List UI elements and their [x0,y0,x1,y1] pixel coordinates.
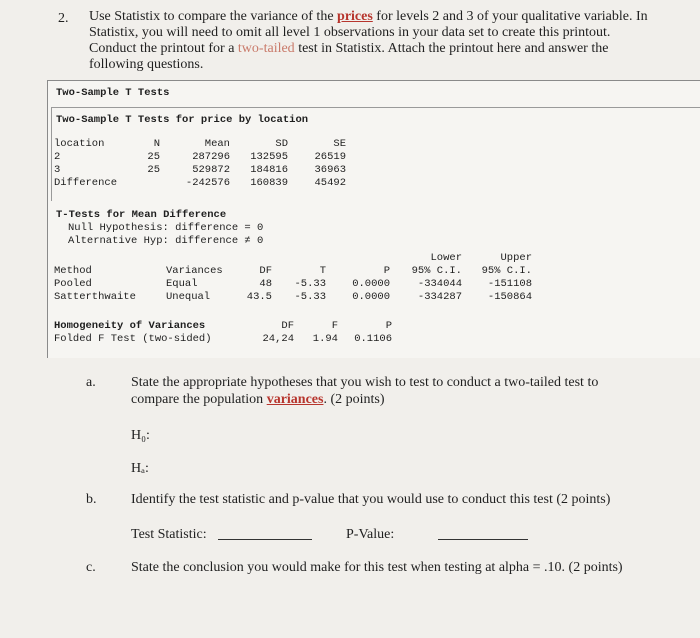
header-upper: Upper [500,252,532,264]
table-cell: 184816 [250,164,288,176]
table-cell: 0.0000 [352,291,390,303]
table-cell [142,177,164,190]
table-cell: -334287 [417,291,462,303]
part-a-variances-word: variances [266,392,324,407]
table-cell: 160839 [250,177,288,189]
part-b-label: b. [86,492,97,507]
alternative-hypothesis: Alternative Hyp: difference ≠ 0 [68,235,264,247]
header-lower-ci: 95% C.I. [411,265,462,277]
header-variances: Variances [166,265,223,277]
table-cell: -150864 [487,291,532,303]
part-a-text: . (2 points) [323,392,385,407]
table-cell: 45492 [314,177,346,189]
table-cell: Pooled [54,278,92,290]
table-cell: 25 [147,164,160,176]
table-row [54,177,350,190]
p-value-label: P-Value: [346,527,395,542]
ha-label: Hₐ: [131,461,149,476]
part-a-label: a. [86,375,96,390]
table-cell: -5.33 [294,291,326,303]
answer-line [218,527,312,540]
header-n: N [153,138,160,150]
intro-text: test in Statistix. Attach the printout here and answer the following questions. [89,41,609,72]
homogeneity-table [54,320,396,346]
table-cell: 43.5 [246,291,272,303]
header-lower: Lower [430,252,462,264]
ttest-table [54,252,536,304]
test-statistic-blank [218,527,312,545]
header-t: T [319,265,326,277]
table-row [54,278,536,291]
answer-line [438,527,528,540]
table-cell: 24,24 [262,333,294,345]
question-intro [89,9,659,73]
header-sd: SD [275,138,288,150]
table-cell: 25 [147,151,160,163]
question-number: 2. [58,11,69,26]
table-cell: 529872 [192,164,230,176]
part-a-text: compare the population [131,392,267,407]
header-se: SE [333,138,346,150]
summary-header-row [54,138,350,151]
table-cell [276,252,330,265]
homogeneity-header-row [54,320,396,333]
table-cell: 3 [54,164,61,176]
table-cell: 287296 [192,151,230,163]
table-cell: 0.0000 [352,278,390,290]
part-c-text: State the conclusion you would make for this test when testing at alpha = .10. (2 points) [131,560,623,575]
ttest-title: T-Tests for Mean Difference [56,209,227,221]
table-cell: 1.94 [312,333,338,345]
table-cell: 2 [54,151,61,163]
table-cell: -334044 [417,278,462,290]
h0-label: H₀: [131,428,150,443]
header-df: DF [259,265,272,277]
part-b-text: Identify the test statistic and p-value that you would use to conduct this test (2 points) [131,492,611,507]
table-cell [166,252,242,265]
table-cell: 36963 [314,164,346,176]
null-hypothesis: Null Hypothesis: difference = 0 [68,222,264,234]
header-p: P [385,320,392,332]
table-cell: Difference [54,177,118,189]
header-location: location [54,138,105,150]
header-upper-ci: 95% C.I. [481,265,532,277]
header-p: P [383,265,390,277]
table-cell: Satterthwaite [54,291,136,303]
part-c-label: c. [86,560,96,575]
table-row [54,333,396,346]
table-cell: 0.1106 [354,333,392,345]
ttest-header-row [54,265,536,278]
table-row [54,151,350,164]
table-cell: Unequal [166,291,211,303]
header-mean: Mean [204,138,230,150]
header-df: DF [281,320,294,332]
table-cell: -151108 [487,278,532,290]
test-statistic-label: Test Statistic: [131,527,207,542]
table-cell [54,252,166,265]
printout-title: Two-Sample T Tests [56,87,170,99]
table-cell: Folded F Test (two-sided) [54,333,212,345]
intro-text: for levels 2 and 3 of your qualitative variable. In Statistix, you will need to omit all level 1 observations in your data set to create this printout. Conduct the printout for a [89,9,648,56]
header-f: F [331,320,338,332]
ttest-header-top-row [54,252,536,265]
p-value-blank [438,527,528,545]
printout-subtitle: Two-Sample T Tests for price by location [56,114,309,126]
part-a-text-line1: State the appropriate hypotheses that you wish to test to conduct a two-tailed test to [131,375,599,390]
table-cell [242,252,276,265]
summary-table [54,138,350,190]
table-cell [330,252,394,265]
table-cell: -5.33 [294,278,326,290]
table-cell: Equal [166,278,198,290]
intro-prices-word: prices [337,9,373,24]
intro-text: Use Statistix to compare the variance of the [89,9,338,24]
table-cell: 132595 [250,151,288,163]
header-homogeneity: Homogeneity of Variances [54,320,206,332]
table-cell: -242576 [185,177,230,189]
table-cell: 26519 [314,151,346,163]
table-cell: 48 [259,278,272,290]
table-row [54,291,536,304]
intro-two-tailed-word: two-tailed [237,41,295,56]
table-row [54,164,350,177]
part-a-text-line2 [131,392,385,408]
header-method: Method [54,265,92,277]
